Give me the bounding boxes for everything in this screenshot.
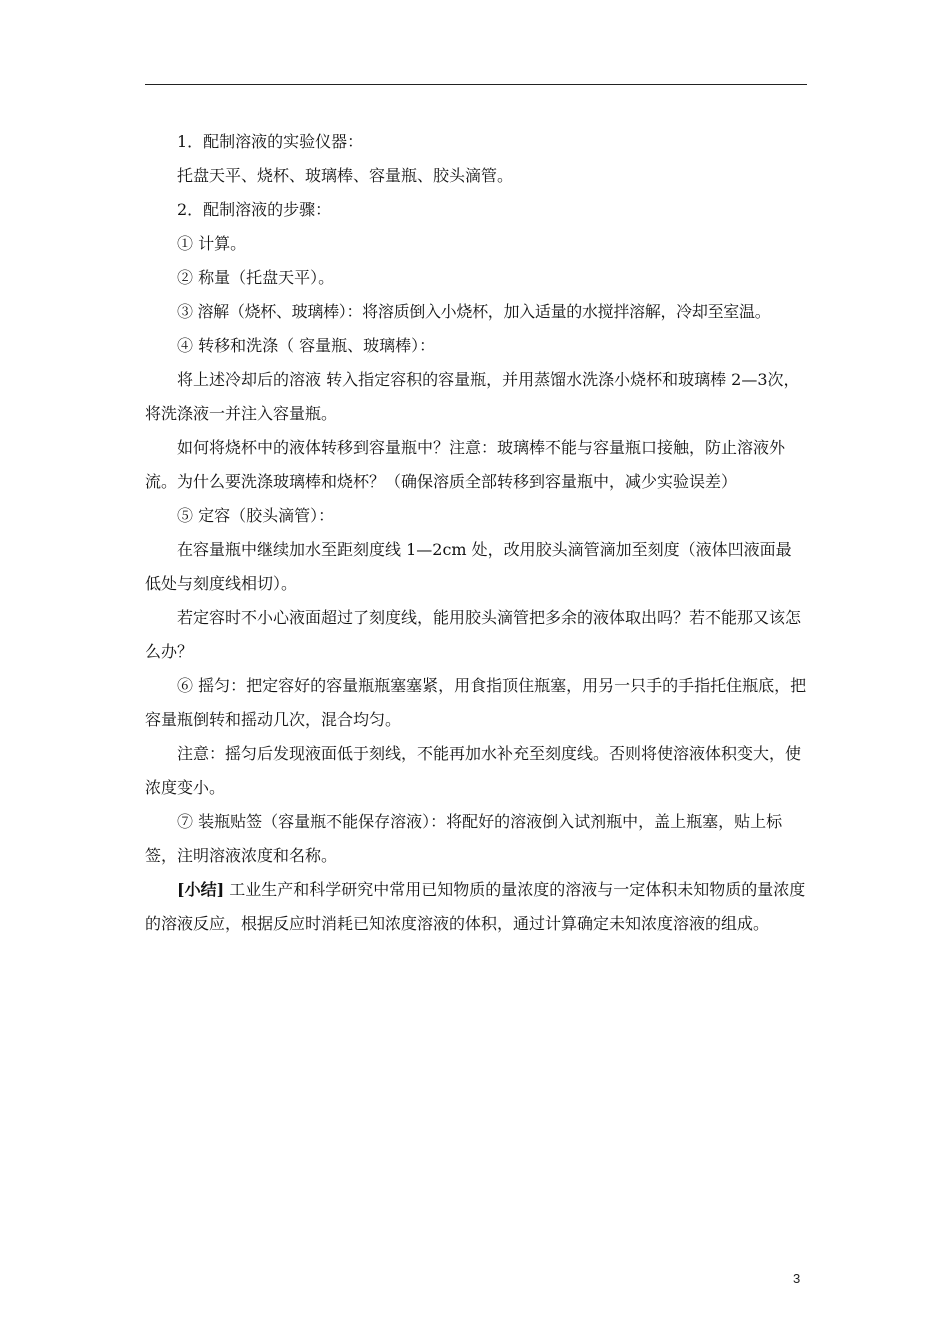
paragraph-transfer: 将上述冷却后的溶液 转入指定容积的容量瓶，并用蒸馏水洗涤小烧杯和玻璃棒 2—3次，将洗涤液一并注入容量瓶。 — [145, 370, 800, 423]
paragraph-volume: 在容量瓶中继续加水至距刻度线 1—2cm 处，改用胶头滴管滴加至刻度（液体凹液面最低处与刻度线相切）。 — [145, 540, 792, 593]
summary-text: 工业生产和科学研究中常用已知物质的量浓度的溶液与一定体积未知物质的量浓度的溶液反应，根据反应时消耗已知浓度溶液的体积，通过计算确定未知浓度溶液的组成。 — [145, 880, 806, 933]
paragraph-step-2: ② 称量（托盘天平）。 — [177, 268, 335, 287]
paragraph-step-1: ① 计算。 — [177, 234, 247, 253]
paragraph-step-3: ③ 溶解（烧杯、玻璃棒）：将溶质倒入小烧杯，加入适量的水搅拌溶解，冷却至室温。 — [177, 302, 771, 321]
paragraph-heading-1: 1．配制溶液的实验仪器： — [177, 132, 364, 151]
paragraph-step-4: ④ 转移和洗涤（ 容量瓶、玻璃棒）： — [177, 336, 436, 355]
paragraph-step-5: ⑤ 定容（胶头滴管）： — [177, 506, 335, 525]
document-body — [145, 125, 807, 941]
header-rule — [145, 84, 807, 85]
paragraph-summary — [145, 873, 807, 941]
paragraph-heading-2: 2．配制溶液的步骤： — [177, 200, 332, 219]
paragraph-shake-note: 注意：摇匀后发现液面低于刻线，不能再加水补充至刻度线。否则将使溶液体积变大，使浓度变小。 — [145, 744, 802, 797]
summary-tag: [小结] — [177, 880, 225, 899]
paragraph-transfer-note: 如何将烧杯中的液体转移到容量瓶中？注意：玻璃棒不能与容量瓶口接触，防止溶液外流。为什么要洗涤玻璃棒和烧杯？（确保溶质全部转移到容量瓶中，减少实验误差） — [145, 438, 786, 491]
page-number: 3 — [793, 1271, 801, 1286]
paragraph-step-6: ⑥ 摇匀：把定容好的容量瓶瓶塞塞紧，用食指顶住瓶塞，用另一只手的手指托住瓶底，把容量瓶倒转和摇动几次，混合均匀。 — [145, 676, 807, 729]
paragraph-step-7: ⑦ 装瓶贴签（容量瓶不能保存溶液）：将配好的溶液倒入试剂瓶中，盖上瓶塞，贴上标签，注明溶液浓度和名称。 — [145, 812, 783, 865]
paragraph-overfill-question: 若定容时不小心液面超过了刻度线，能用胶头滴管把多余的液体取出吗？若不能那又该怎么办？ — [145, 608, 802, 661]
paragraph-instruments: 托盘天平、烧杯、玻璃棒、容量瓶、胶头滴管。 — [177, 166, 514, 185]
